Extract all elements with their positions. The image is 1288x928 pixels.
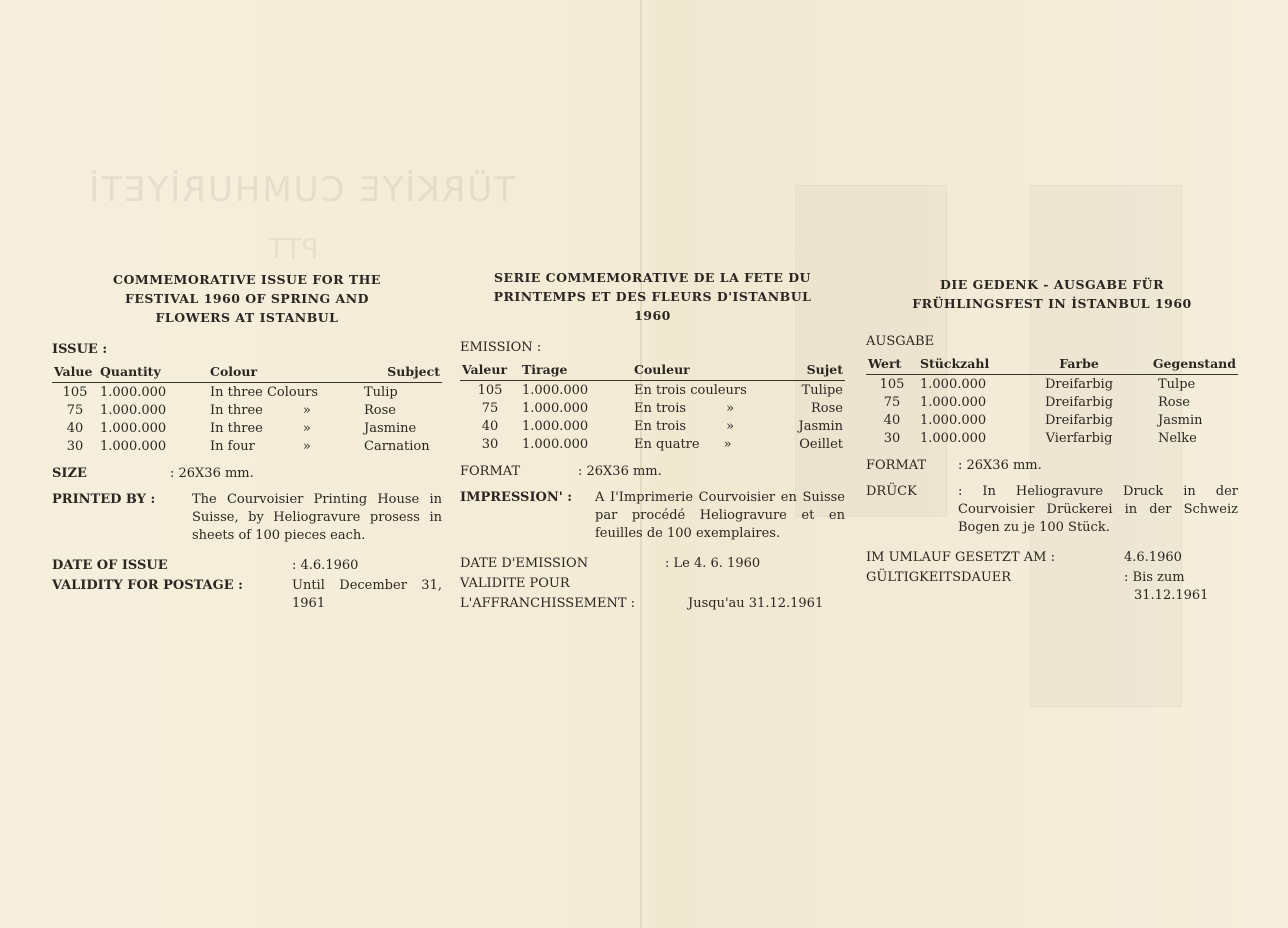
col-header: Sujet (786, 361, 845, 381)
col-header: Valeur (460, 361, 520, 381)
french-issue-table (460, 361, 845, 453)
format-line: FORMAT : 26X36 mm. (866, 458, 1042, 473)
druck-line: DRÜCK : In Heliogravure Druck in der Courvoisier Drückerei in der Schweiz Bogen zu je 100 Stück. (866, 484, 1238, 535)
table-row: 105 1.000.000 In three Colours Tulip (62, 385, 398, 400)
french-title: SERIE COMMEMORATIVE DE LA FETE DU PRINTEMPS ET DES FLEURS D'ISTANBUL 1960 (493, 270, 812, 323)
english-title: COMMEMORATIVE ISSUE FOR THE FESTIVAL 1960 OF SPRING AND FLOWERS AT ISTANBUL (113, 272, 381, 325)
german-title: DIE GEDENK - AUSGABE FÜR FRÜHLINGSFEST IN İSTANBUL 1960 (912, 277, 1192, 311)
table-row: 105 1.000.000 Dreifarbig Tulpe (879, 377, 1196, 392)
date-of-issue-line: DATE OF ISSUE : 4.6.1960 (52, 558, 359, 573)
gueltigkeit-line: GÜLTIGKEITSDAUER : Bis zum 31.12.1961 (866, 570, 1209, 603)
col-header: Stückzahl (918, 355, 1022, 375)
date-emission-line: DATE D'EMISSION : Le 4. 6. 1960 (460, 556, 761, 571)
col-header: Value (52, 363, 98, 383)
table-row: 30 1.000.000 En quatre » Oeillet (481, 437, 843, 452)
affranchissement-line: L'AFFRANCHISSEMENT : Jusqu'au 31.12.1961 (460, 596, 824, 611)
table-row: 30 1.000.000 Vierfarbig Nelke (883, 431, 1197, 446)
format-line: FORMAT : 26X36 mm. (460, 464, 662, 479)
validite-line: VALIDITE POUR (460, 576, 570, 591)
french-column (460, 268, 845, 613)
table-row: 75 1.000.000 En trois » Rose (481, 401, 843, 416)
col-header: Couleur (616, 361, 786, 381)
col-header: Farbe (1022, 355, 1136, 375)
printed-by-line: PRINTED BY : The Courvoisier Printing House in Suisse, by Heliogravure prosess in sheets of 100 pieces each. (52, 492, 442, 543)
bleed-through-ptt: PTT (268, 232, 319, 265)
english-issue-table (52, 363, 442, 455)
table-row: 40 1.000.000 In three » Jasmine (66, 421, 417, 436)
validity-line: VALIDITY FOR POSTAGE : Until December 31, 1961 (52, 578, 442, 611)
english-column (52, 270, 442, 613)
col-header: Wert (866, 355, 918, 375)
col-header: Gegenstand (1136, 355, 1238, 375)
umlauf-line: IM UMLAUF GESETZT AM : 4.6.1960 (866, 550, 1182, 565)
table-row: 75 1.000.000 Dreifarbig Rose (883, 395, 1190, 410)
ausgabe-heading: AUSGABE (866, 334, 935, 349)
table-row: 40 1.000.000 Dreifarbig Jasmin (883, 413, 1203, 428)
table-row: 40 1.000.000 En trois » Jasmin (481, 419, 843, 434)
table-row: 75 1.000.000 In three » Rose (66, 403, 396, 418)
col-header: Tirage (520, 361, 616, 381)
impression-line: IMPRESSION' : A I'Imprimerie Courvoisier en Suisse par procédé Heliogravure et en feuilles de 100 exemplaires. (460, 490, 845, 541)
col-header: Subject (362, 363, 442, 383)
table-row: 105 1.000.000 En trois couleurs Tulipe (477, 383, 843, 398)
bleed-through-title: TÜRKİYE CUMHURİYETİ (87, 170, 515, 210)
table-row: 30 1.000.000 In four » Carnation (66, 439, 430, 454)
issue-heading: ISSUE : (52, 342, 108, 357)
col-header: Quantity (98, 363, 190, 383)
col-header: Colour (190, 363, 362, 383)
german-column (866, 275, 1238, 605)
emission-heading: EMISSION : (460, 340, 542, 355)
german-issue-table (866, 355, 1238, 447)
size-line: SIZE : 26X36 mm. (52, 466, 254, 481)
